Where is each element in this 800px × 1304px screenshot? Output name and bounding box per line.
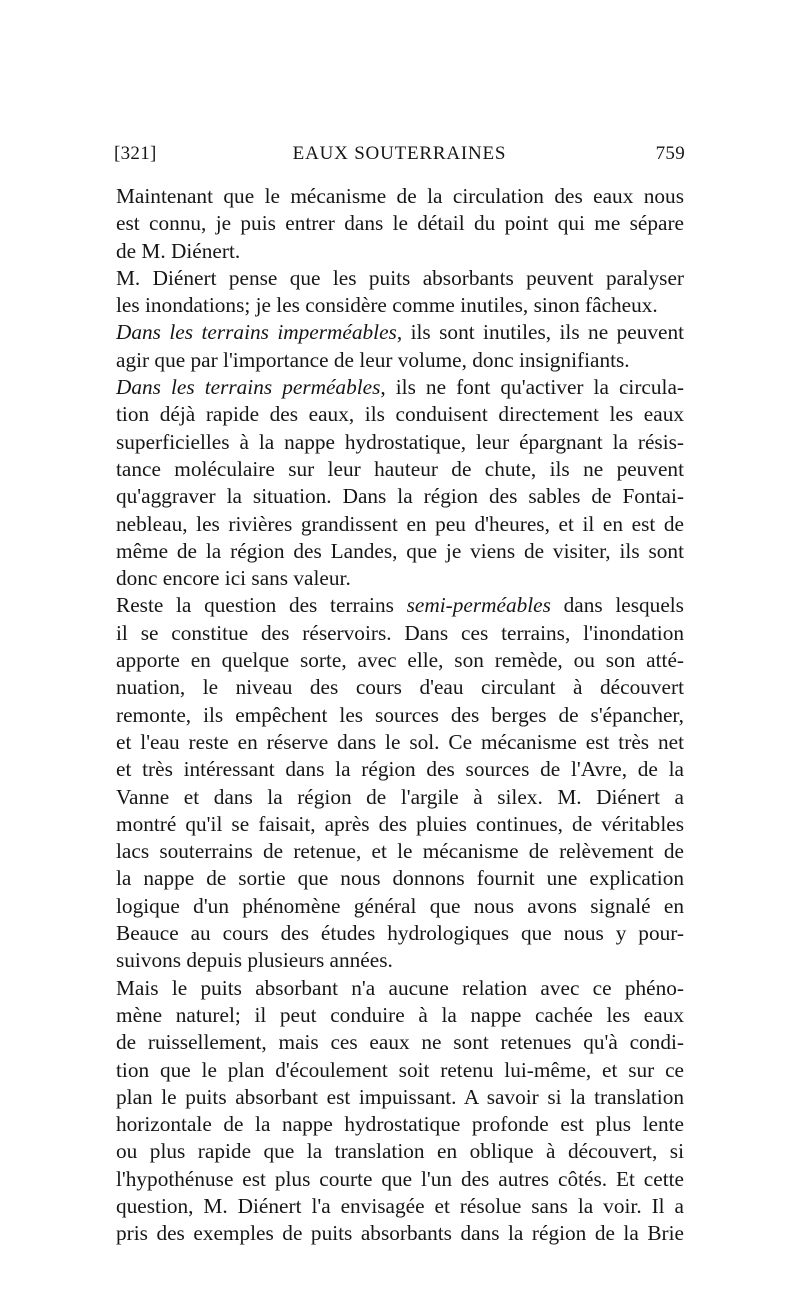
text-line: suivons depuis plusieurs années. <box>116 948 393 973</box>
text-line: est connu, je puis entrer dans le détail du point qui me sépare <box>116 211 684 236</box>
page-reference: [321] <box>114 143 157 164</box>
text-line: même de la région des Landes, que je viens de visiter, ils sont <box>116 538 684 563</box>
text-line <box>116 319 684 346</box>
text-line: Maintenant que le mécanisme de la circulation des eaux nous <box>116 184 684 208</box>
text-line: M. Diénert pense que les puits absorbants peuvent paralyser <box>116 265 684 290</box>
text-line: tion déjà rapide des eaux, ils conduisent directement les eaux <box>116 402 684 427</box>
text-line: remonte, ils empêchent les sources des berges de s'épancher, <box>116 702 684 727</box>
text-line: ou plus rapide que la translation en oblique à découvert, si <box>116 1139 684 1164</box>
text-line: Vanne et dans la région de l'argile à silex. M. Diénert a <box>116 784 684 809</box>
text-line: Mais le puits absorbant n'a aucune relation avec ce phéno- <box>116 975 684 1000</box>
italic-phrase: semi-perméables <box>406 593 551 618</box>
text-line: horizontale de la nappe hydrostatique profonde est plus lente <box>116 1112 684 1137</box>
text-fragment: , ils sont inutiles, ils ne peuvent <box>396 320 685 345</box>
text-line <box>116 592 684 619</box>
text-line <box>116 374 684 401</box>
italic-phrase: Dans les terrains perméables <box>116 375 381 400</box>
running-header <box>114 143 685 169</box>
text-line: et très intéressant dans la région des sources de l'Avre, de la <box>116 757 684 782</box>
text-line: logique d'un phénomène général que nous avons signalé en <box>116 893 684 918</box>
italic-phrase: Dans les terrains imperméables <box>116 320 397 345</box>
text-line: l'hypothénuse est plus courte que l'un des autres côtés. Et cette <box>116 1166 684 1191</box>
text-line: question, M. Diénert l'a envisagée et résolue sans la voir. Il a <box>116 1193 684 1218</box>
text-line: de ruissellement, mais ces eaux ne sont retenues qu'à condi- <box>116 1030 684 1055</box>
text-fragment: Reste la question des terrains <box>116 593 407 618</box>
text-line: mène naturel; il peut conduire à la nappe cachée les eaux <box>116 1002 684 1027</box>
text-fragment: , ils ne font qu'activer la circula- <box>380 375 684 400</box>
running-title: EAUX SOUTERRAINES <box>292 143 507 164</box>
text-line: donc encore ici sans valeur. <box>116 566 351 591</box>
text-line: plan le puits absorbant est impuissant. A savoir si la translation <box>116 1084 684 1109</box>
text-line: les inondations; je les considère comme inutiles, sinon fâcheux. <box>116 293 658 318</box>
body-text <box>116 183 684 1248</box>
text-fragment: dans lesquels <box>550 593 684 618</box>
text-line: agir que par l'importance de leur volume, donc insignifiants. <box>116 347 630 372</box>
text-line: lacs souterrains de retenue, et le mécanisme de relèvement de <box>116 839 684 864</box>
text-line: tance moléculaire sur leur hauteur de chute, ils ne peuvent <box>116 456 684 481</box>
text-line: pris des exemples de puits absorbants dans la région de la Brie <box>116 1221 684 1246</box>
text-line: tion que le plan d'écoulement soit retenu lui-même, et sur ce <box>116 1057 684 1082</box>
text-line: Beauce au cours des études hydrologiques que nous y pour- <box>116 921 684 946</box>
text-line: et l'eau reste en réserve dans le sol. Ce mécanisme est très net <box>116 729 684 754</box>
text-line: de M. Diénert. <box>116 238 241 263</box>
text-line: la nappe de sortie que nous donnons fournit une explication <box>116 866 684 891</box>
text-line: nuation, le niveau des cours d'eau circulant à découvert <box>116 675 684 700</box>
page-number: 759 <box>655 143 685 164</box>
text-line: nebleau, les rivières grandissent en peu d'heures, et il en est de <box>116 511 684 536</box>
text-line: il se constitue des réservoirs. Dans ces terrains, l'inondation <box>116 620 684 645</box>
text-line: qu'aggraver la situation. Dans la région des sables de Fontai- <box>116 484 684 509</box>
text-line: apporte en quelque sorte, avec elle, son remède, ou son atté- <box>116 648 684 673</box>
text-line: montré qu'il se faisait, après des pluies continues, de véritables <box>116 811 684 836</box>
text-line: superficielles à la nappe hydrostatique, leur épargnant la résis- <box>116 429 684 454</box>
